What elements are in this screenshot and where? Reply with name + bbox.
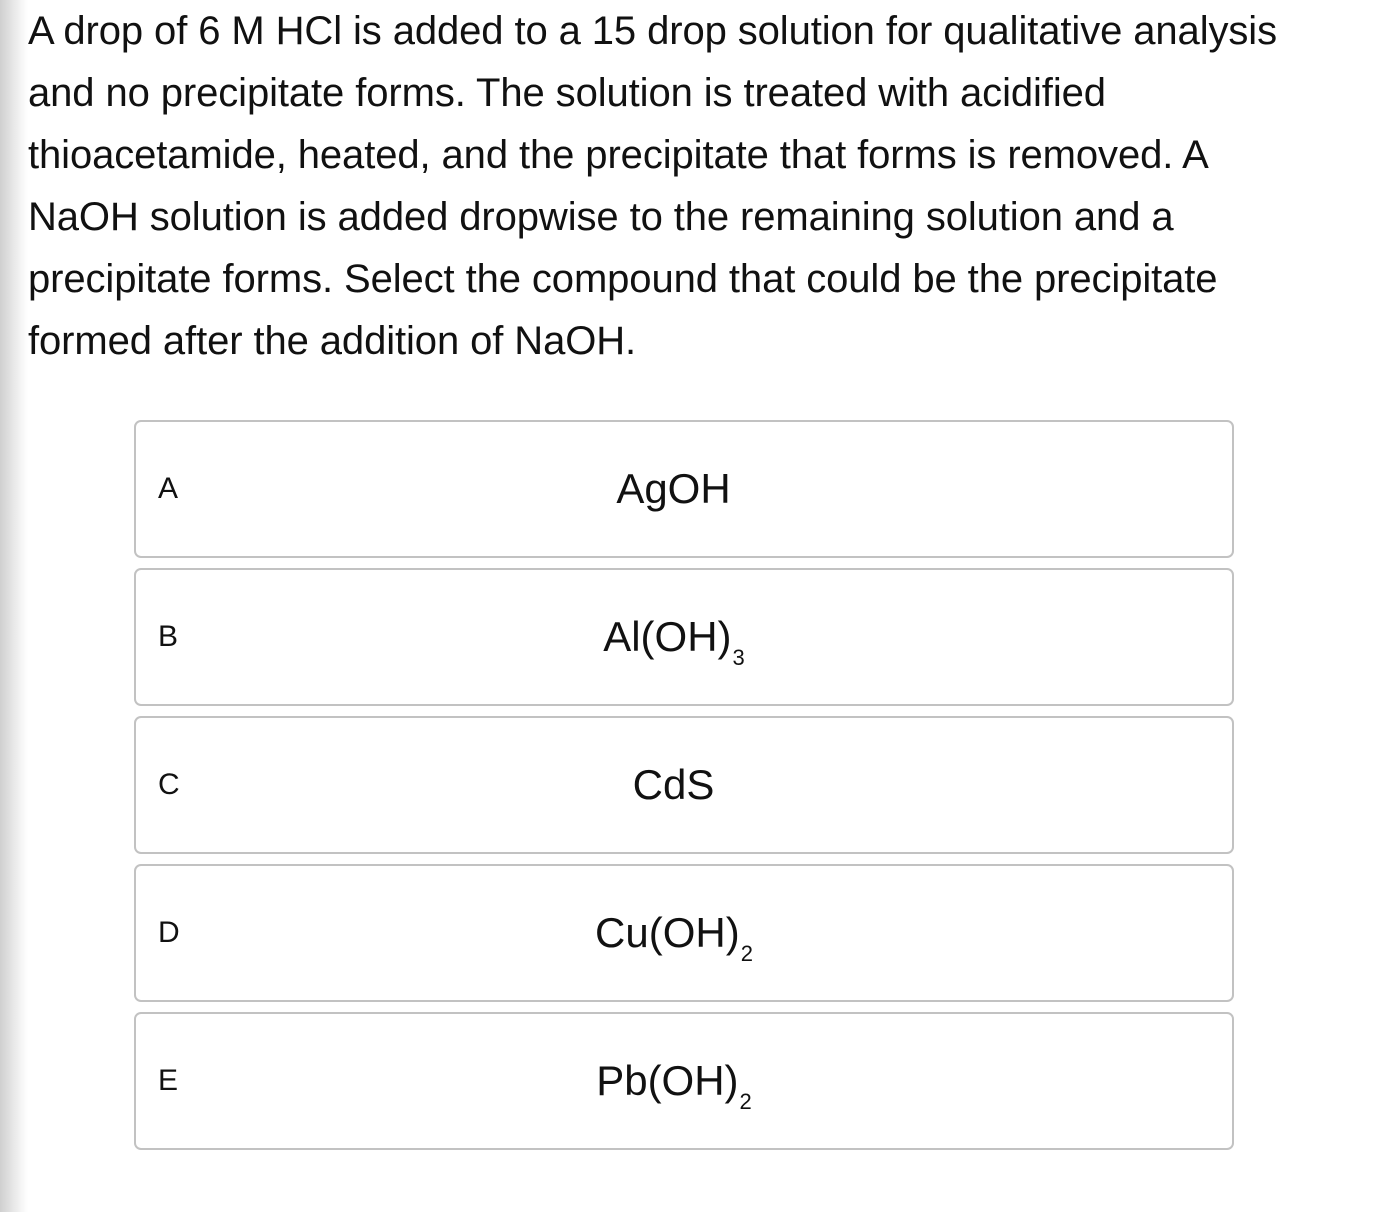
formula-subscript: 2 xyxy=(739,1089,752,1114)
option-d[interactable] xyxy=(134,864,1234,1002)
option-letter: E xyxy=(158,1064,179,1097)
option-formula xyxy=(633,761,716,809)
option-letter: B xyxy=(158,620,179,653)
formula-main: Al(OH) xyxy=(603,613,732,660)
option-letter: A xyxy=(158,472,179,505)
option-a[interactable] xyxy=(134,420,1234,558)
option-formula xyxy=(603,613,745,670)
answer-options xyxy=(134,420,1234,1160)
option-e[interactable] xyxy=(134,1012,1234,1150)
left-edge-shadow xyxy=(0,0,28,1212)
question-text: A drop of 6 M HCl is added to a 15 drop solution for qualitative analysis and no precipitate forms. The solution is treated with acidified thioacetamide, heated, and the precipitate that forms is removed. A NaOH solution is added dropwise to the remaining solution and a precipitate forms. Select the compound that could be the precipitate formed after the addition of NaOH. xyxy=(28,9,1277,363)
formula-subscript: 2 xyxy=(740,941,753,966)
option-formula xyxy=(596,1057,752,1114)
option-formula xyxy=(616,465,731,513)
option-letter: C xyxy=(158,768,180,801)
formula-subscript: 3 xyxy=(732,645,745,670)
formula-main: Pb(OH) xyxy=(596,1057,739,1104)
formula-main: CdS xyxy=(632,761,715,808)
formula-main: Cu(OH) xyxy=(595,909,740,956)
option-letter: D xyxy=(158,916,180,949)
option-b[interactable] xyxy=(134,568,1234,706)
formula-main: AgOH xyxy=(616,465,731,512)
option-c[interactable] xyxy=(134,716,1234,854)
option-formula xyxy=(595,909,753,966)
